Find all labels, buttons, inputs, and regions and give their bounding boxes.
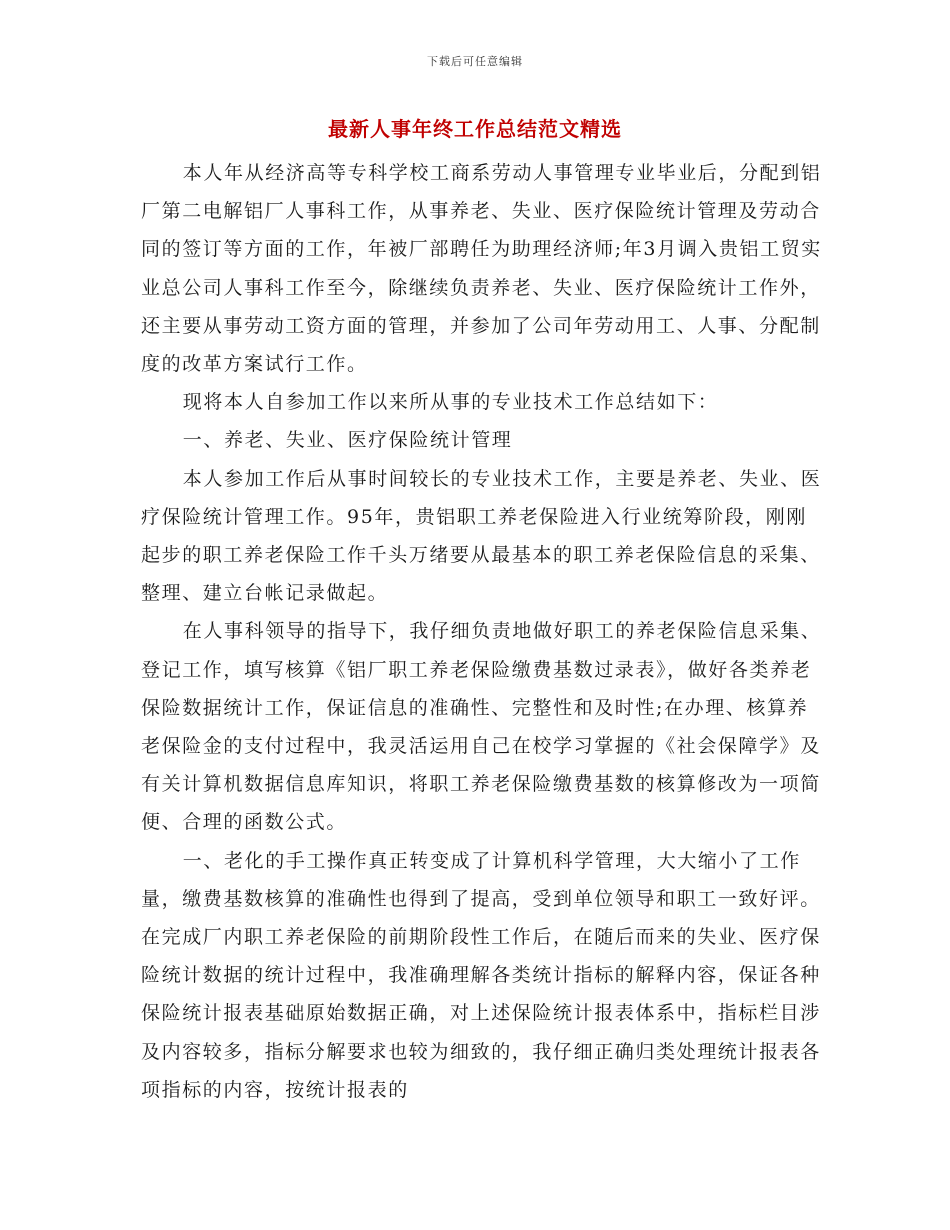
section-heading: 一、养老、失业、医疗保险统计管理: [182, 429, 513, 452]
header-note: 下载后可任意编辑: [427, 55, 523, 68]
paragraph-section-3: 一、老化的手工操作真正转变成了计算机科学管理，大大缩小了工作量，缴费基数核算的准确性也得到了提高，受到单位领导和职工一致好评。在完成厂内职工养老保险的前期阶段性工作后，在随后而来的失业、医疗保险统计数据的统计过程中，我准确理解各类统计指标的解释内容，保证各种保险统计报表基础原始数据正确，对上述保险统计报表体系中，指标栏目涉及内容较多，指标分解要求也较为细致的，我仔细正确归类处理统计报表各项指标的内容，按统计报表的: [141, 849, 821, 1101]
paragraph-section-1: 本人参加工作后从事时间较长的专业技术工作，主要是养老、失业、医疗保险统计管理工作。95年，贵铝职工养老保险进入行业统筹阶段，刚刚起步的职工养老保险工作千头万绪要从最基本的职工养老保险信息的采集、整理、建立台帐记录做起。: [141, 467, 822, 605]
paragraph-section-2: 在人事科领导的指导下，我仔细负责地做好职工的养老保险信息采集、登记工作，填写核算《铝厂职工养老保险缴费基数过录表》，做好各类养老保险数据统计工作，保证信息的准确性、完整性和及时性;在办理、核算养老保险金的支付过程中，我灵活运用自己在校学习掌握的《社会保障学》及有关计算机数据信息库知识，将职工养老保险缴费基数的核算修改为一项简便、合理的函数公式。: [141, 620, 822, 834]
paragraph-summary-lead: 现将本人自参加工作以来所从事的专业技术工作总结如下：: [182, 391, 719, 414]
document-body: [141, 154, 825, 1109]
paragraph-intro: 本人年从经济高等专科学校工商系劳动人事管理专业毕业后，分配到铝厂第二电解铝厂人事科工作，从事养老、失业、医疗保险统计管理及劳动合同的签订等方面的工作，年被厂部聘任为助理经济师;年3月调入贵铝工贸实业总公司人事科工作至今，除继续负责养老、失业、医疗保险统计工作外，还主要从事劳动工资方面的管理，并参加了公司年劳动用工、人事、分配制度的改革方案试行工作。: [141, 162, 822, 376]
document-title: 最新人事年终工作总结范文精选: [328, 117, 622, 141]
